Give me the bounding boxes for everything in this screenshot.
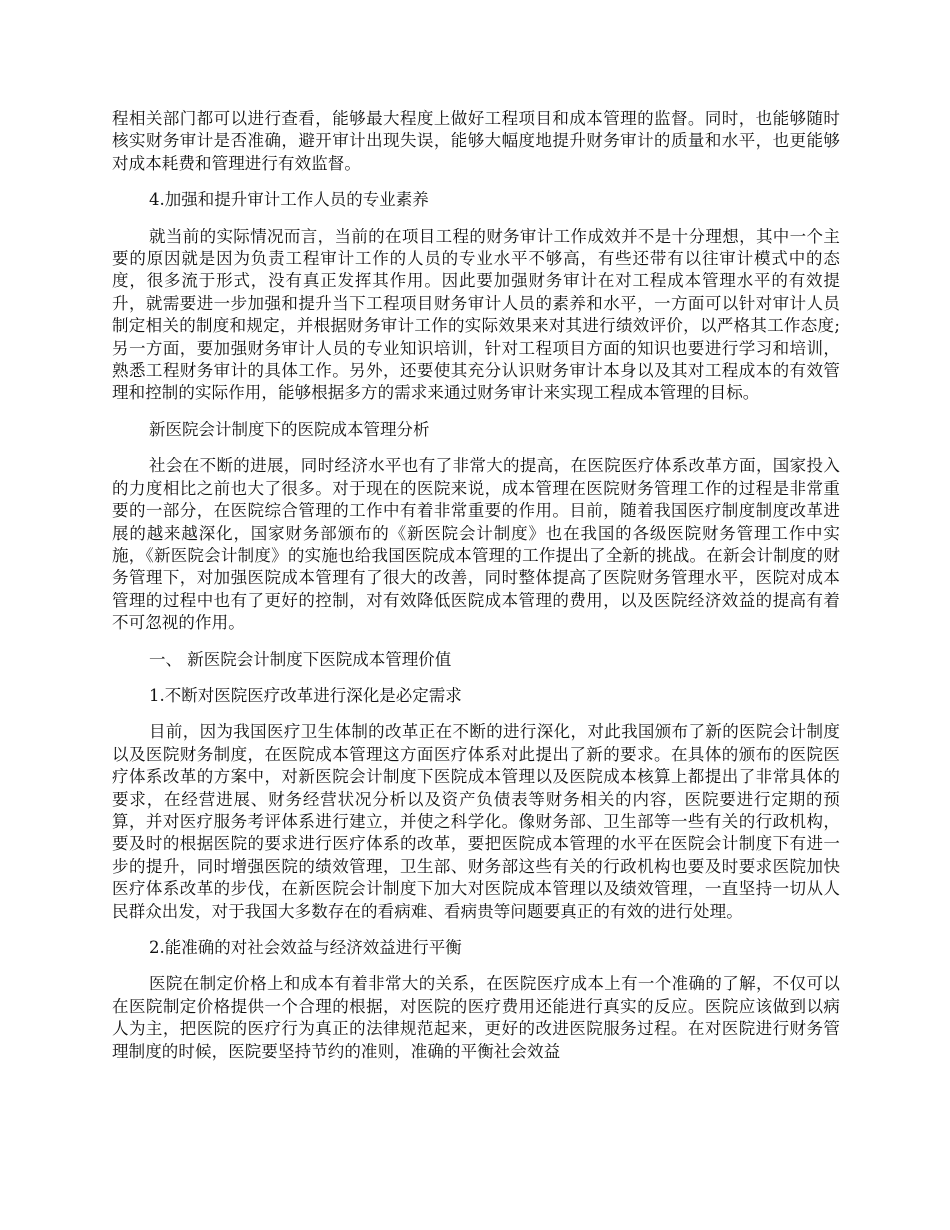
article-title: 新医院会计制度下的医院成本管理分析	[149, 419, 430, 439]
paragraph-gap	[112, 441, 840, 455]
paragraph-gap	[112, 635, 840, 649]
paragraph-gap	[112, 707, 840, 721]
paragraph-gap	[112, 959, 840, 973]
paragraph-intro: 社会在不断的进展，同时经济水平也有了非常大的提高，在医院医疗体系改革方面，国家投入的力度相比之前也大了很多。对于现在的医院来说，成本管理在医院财务管理工作的过程是非常重要的一部分，在医院综合管理的工作中有着非常重要的作用。目前，随着我国医疗制度制度改革进展的越来越深化，国家财务部颁布的《新医院会计制度》也在我国的各级医院财务管理工作中实施，《新医院会计制度》的实施也给我国医院成本管理的工作提出了全新的挑战。在新会计制度的财务管理下，对加强医院成本管理有了很大的改善，同时整体提高了医院财务管理水平，医院对成本管理的过程中也有了更好的控制，对有效降低医院成本管理的费用，以及医院经济效益的提高有着不可忽视的作用。	[112, 456, 840, 633]
section-heading-1: 一、 新医院会计制度下医院成本管理价值	[149, 649, 452, 669]
document-page	[112, 108, 840, 1063]
paragraph-reform: 目前，因为我国医疗卫生体制的改革正在不断的进行深化，对此我国颁布了新的医院会计制度以及医院财务制度，在医院成本管理这方面医疗体系对此提出了新的要求。在具体的颁布的医院医疗体系改革的方案中，对新医院会计制度下医院成本管理以及医院成本核算上都提出了非常具体的要求，在经营进展、财务经营状况分析以及资产负债表等财务相关的内容，医院要进行定期的预算，并对医疗服务考评体系进行建立，并使之科学化。像财务部、卫生部等一些有关的行政机构，要及时的根据医院的要求进行医疗体系的改革，要把医院成本管理的水平在医院会计制度下有进一步的提升，同时增强医院的绩效管理，卫生部、财务部这些有关的行政机构也要及时要求医院加快医疗体系改革的步伐，在新医院会计制度下加大对医院成本管理以及绩效管理，一直坚持一切从人民群众出发，对于我国大多数存在的看病难、看病贵等问题要真正的有效的进行处理。	[112, 722, 840, 921]
section-heading-4: 4.加强和提升审计工作人员的专业素养	[149, 190, 429, 210]
paragraph-gap	[112, 212, 840, 226]
paragraph-gap	[112, 175, 840, 189]
paragraph-gap	[112, 405, 840, 419]
subsection-heading-2: 2.能准确的对社会效益与经济效益进行平衡	[149, 938, 462, 957]
subsection-heading-1: 1.不断对医院医疗改革进行深化是必定需求	[149, 685, 462, 705]
paragraph-balance: 医院在制定价格上和成本有着非常大的关系，在医院医疗成本上有一个准确的了解，不仅可以在医院制定价格提供一个合理的根据，对医院的医疗费用还能进行真实的反应。医院应该做到以病人为主，把医院的医疗行为真正的法律规范起来，更好的改进医院服务过程。在对医院进行财务管理制度的时候，医院要坚持节约的准则，准确的平衡社会效益	[112, 974, 840, 1061]
paragraph-continuation: 程相关部门都可以进行查看，能够最大程度上做好工程项目和成本管理的监督。同时，也能够随时核实财务审计是否准确，避开审计出现失误，能够大幅度地提升财务审计的质量和水平，也更能够对成本耗费和管理进行有效监督。	[112, 109, 840, 173]
paragraph-audit-staff: 就当前的实际情况而言，当前的在项目工程的财务审计工作成效并不是十分理想，其中一个主要的原因就是因为负责工程审计工作的人员的专业水平不够高，有些还带有以往审计模式中的态度，很多流于形式，没有真正发挥其作用。因此要加强财务审计在对工程成本管理水平的有效提升，就需要进一步加强和提升当下工程项目财务审计人员的素养和水平，一方面可以针对审计人员制定相关的制度和规定，并根据财务审计工作的实际效果来对其进行绩效评价，以严格其工作态度;另一方面，要加强财务审计人员的专业知识培训，针对工程项目方面的知识也要进行学习和培训，熟悉工程财务审计的具体工作。另外，还要使其充分认识财务审计本身以及其对工程成本的有效管理和控制的实际作用，能够根据多方的需求来通过财务审计来实现工程成本管理的目标。	[112, 226, 840, 403]
paragraph-gap	[112, 923, 840, 937]
paragraph-gap	[112, 671, 840, 685]
